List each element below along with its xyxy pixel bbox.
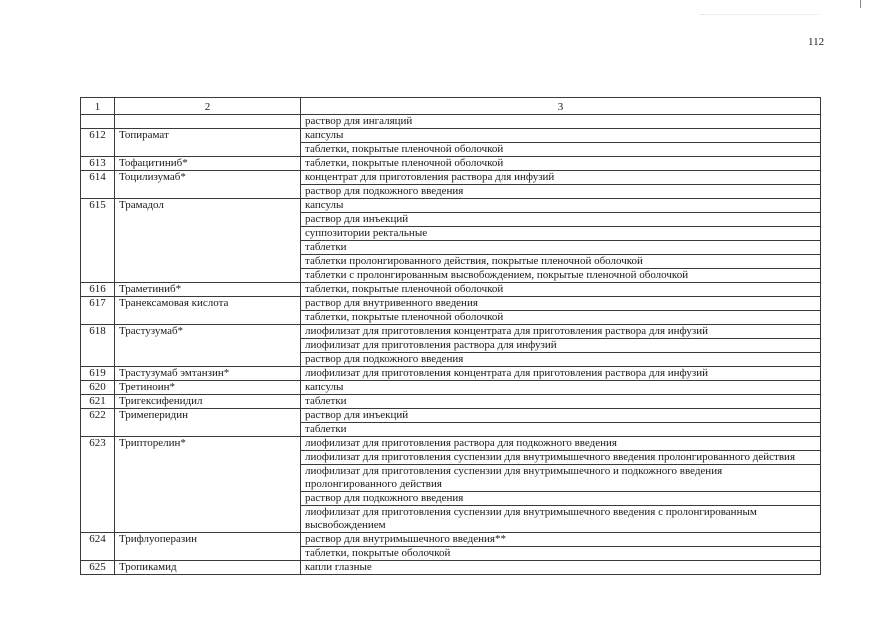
entry-number: 624 (81, 533, 115, 561)
dosage-form: таблетки с пролонгированным высвобождением, покрытые пленочной оболочкой (301, 269, 821, 283)
dosage-form: раствор для инъекций (301, 409, 821, 423)
table-row (81, 381, 821, 395)
continuation-row (81, 115, 821, 129)
table-row (81, 283, 821, 297)
scan-specks (700, 14, 820, 23)
entry-number: 614 (81, 171, 115, 199)
entry-number: 616 (81, 283, 115, 297)
entry-number: 612 (81, 129, 115, 157)
entry-number: 615 (81, 199, 115, 283)
dosage-form: таблетки (301, 241, 821, 255)
dosage-form: раствор для подкожного введения (301, 185, 821, 199)
dosage-form: лиофилизат для приготовления раствора для подкожного введения (301, 437, 821, 451)
table-row (81, 395, 821, 409)
dosage-form: раствор для подкожного введения (301, 492, 821, 506)
continuation-name-cell (115, 115, 301, 129)
header-col-1: 1 (81, 98, 115, 115)
entry-number: 620 (81, 381, 115, 395)
dosage-form: таблетки, покрытые пленочной оболочкой (301, 283, 821, 297)
dosage-form: раствор для внутримышечного введения** (301, 533, 821, 547)
dosage-form: лиофилизат для приготовления раствора для инфузий (301, 339, 821, 353)
table-row (81, 171, 821, 185)
dosage-form: капсулы (301, 381, 821, 395)
dosage-form: суппозитории ректальные (301, 227, 821, 241)
entry-number: 622 (81, 409, 115, 437)
dosage-form: таблетки, покрытые пленочной оболочкой (301, 311, 821, 325)
drug-name: Третиноин* (115, 381, 301, 395)
drug-name: Трамадол (115, 199, 301, 283)
table-row (81, 561, 821, 575)
drug-name: Трастузумаб эмтанзин* (115, 367, 301, 381)
header-col-2: 2 (115, 98, 301, 115)
entry-number: 619 (81, 367, 115, 381)
entry-number: 617 (81, 297, 115, 325)
table-row (81, 533, 821, 547)
entry-number: 613 (81, 157, 115, 171)
drug-table-body (81, 98, 821, 575)
drug-name: Трифлуоперазин (115, 533, 301, 561)
dosage-form: концентрат для приготовления раствора для инфузий (301, 171, 821, 185)
dosage-form: капли глазные (301, 561, 821, 575)
entry-number: 623 (81, 437, 115, 533)
dosage-form: таблетки, покрытые оболочкой (301, 547, 821, 561)
dosage-form: лиофилизат для приготовления концентрата для приготовления раствора для инфузий (301, 325, 821, 339)
table-row (81, 409, 821, 423)
drug-name: Тофацитиниб* (115, 157, 301, 171)
drug-name: Топирамат (115, 129, 301, 157)
entry-number: 621 (81, 395, 115, 409)
continuation-num-cell (81, 115, 115, 129)
dosage-form: таблетки, покрытые пленочной оболочкой (301, 157, 821, 171)
drug-name: Тримеперидин (115, 409, 301, 437)
dosage-form: капсулы (301, 199, 821, 213)
header-col-3: 3 (301, 98, 821, 115)
drug-name: Траметиниб* (115, 283, 301, 297)
table-row (81, 437, 821, 451)
drug-name: Тропикамид (115, 561, 301, 575)
scan-edge-mark (860, 0, 861, 8)
dosage-form: лиофилизат для приготовления суспензии для внутримышечного и подкожного введения пролонгированного действия (301, 465, 821, 492)
table-row (81, 325, 821, 339)
table-row (81, 157, 821, 171)
entry-number: 625 (81, 561, 115, 575)
dosage-form: капсулы (301, 129, 821, 143)
table-row (81, 199, 821, 213)
drug-name: Трастузумаб* (115, 325, 301, 367)
drug-name: Тригексифенидил (115, 395, 301, 409)
dosage-form: раствор для подкожного введения (301, 353, 821, 367)
drug-name: Тоцилизумаб* (115, 171, 301, 199)
table-header-row (81, 98, 821, 115)
dosage-form: таблетки пролонгированного действия, покрытые пленочной оболочкой (301, 255, 821, 269)
dosage-form: лиофилизат для приготовления суспензии для внутримышечного введения с пролонгированным высвобождением (301, 506, 821, 533)
drug-table (80, 97, 821, 575)
dosage-form: таблетки (301, 423, 821, 437)
dosage-form: лиофилизат для приготовления суспензии для внутримышечного введения пролонгированного действия (301, 451, 821, 465)
table-row (81, 367, 821, 381)
drug-name: Транексамовая кислота (115, 297, 301, 325)
table-row (81, 297, 821, 311)
dosage-form: раствор для внутривенного введения (301, 297, 821, 311)
continuation-form: раствор для ингаляций (301, 115, 821, 129)
page-number: 112 (808, 36, 825, 48)
entry-number: 618 (81, 325, 115, 367)
dosage-form: лиофилизат для приготовления концентрата для приготовления раствора для инфузий (301, 367, 821, 381)
dosage-form: таблетки (301, 395, 821, 409)
drug-name: Трипторелин* (115, 437, 301, 533)
dosage-form: таблетки, покрытые пленочной оболочкой (301, 143, 821, 157)
table-row (81, 129, 821, 143)
dosage-form: раствор для инъекций (301, 213, 821, 227)
